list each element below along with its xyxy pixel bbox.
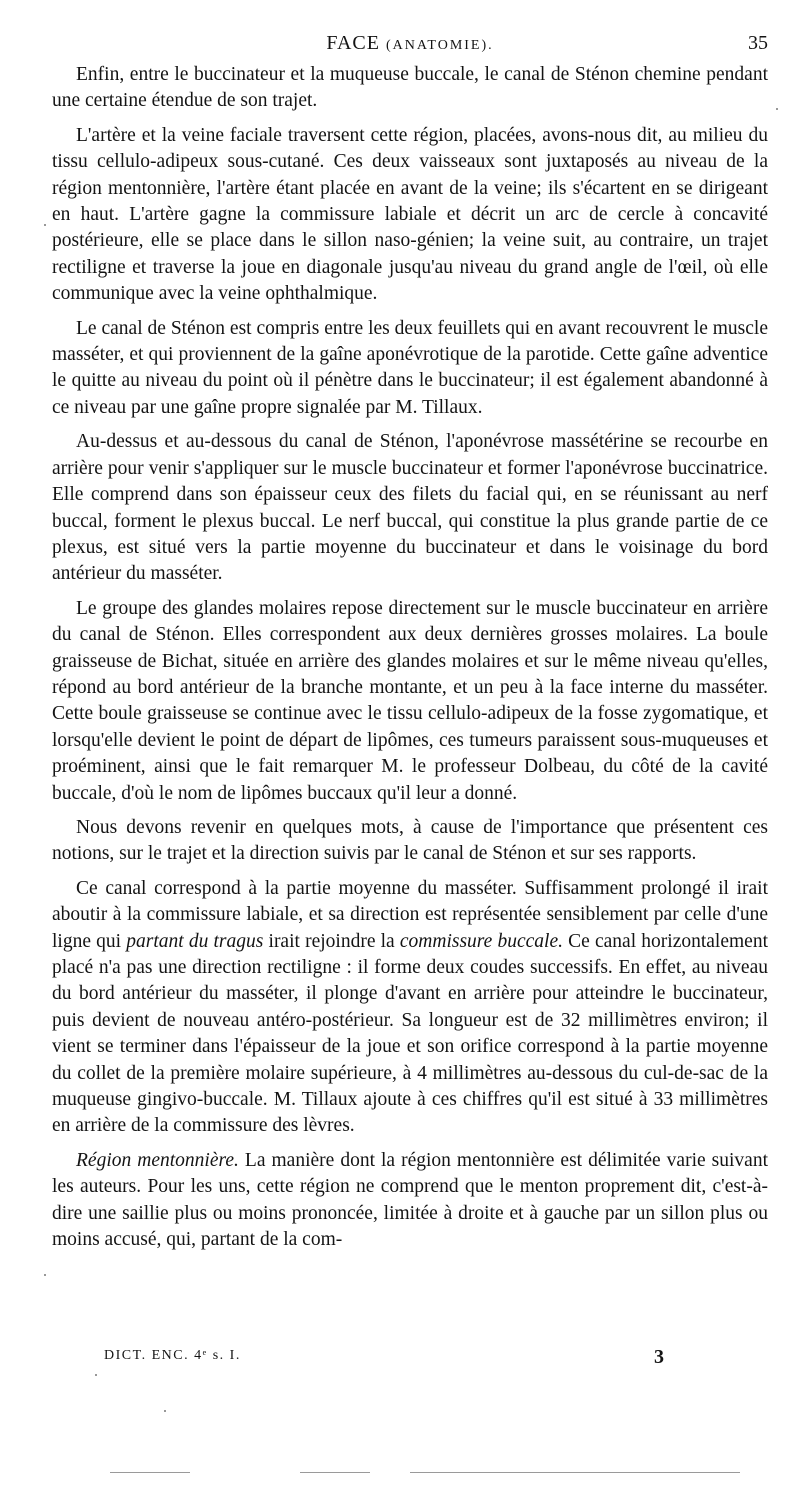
header-subtitle: (ANATOMIE). [385, 38, 494, 53]
scan-speck [95, 1374, 97, 1376]
scan-speck [164, 1410, 166, 1412]
text-run: Ce canal correspond à la partie moyenne du masséter. Suffisamment prolongé il irait aboutir à la commissure labiale, et sa direction est représentée sensiblement par celle d'une ligne qui [52, 877, 768, 952]
scan-mark [410, 1472, 740, 1473]
scan-mark [110, 1472, 190, 1473]
scan-mark [300, 1472, 370, 1473]
page-footer [104, 1348, 664, 1372]
running-title [52, 32, 768, 55]
scan-artifacts [0, 1462, 800, 1482]
text-run: Le groupe des glandes molaires repose directement sur le muscle buccinateur en arrière du canal de Sténon. Elles correspondent aux deux dernières grosses molaires. La boule graisseuse de Bichat, située en arrière des glandes molaires et sur le même niveau qu'elles, répond au bord antérieur de la branche montante, et un peu à la face interne du masséter. Cette boule graisseuse se continue avec le tissu cellulo-adipeux de la fosse zygomatique, et lorsqu'elle devient le point de départ de lipômes, ces tumeurs paraissent sous-muqueuses et proéminent, ainsi que le fait remarquer M. le professeur Dolbeau, du côté de la cavité buccale, d'où le nom de lipômes buccaux qu'il leur a donné. [52, 597, 768, 804]
paragraph [52, 123, 768, 308]
text-run: Ce canal horizontalement placé n'a pas une direction rectiligne : il forme deux coudes successifs. En effet, au niveau du bord antérieur du masséter, il plonge d'avant en arrière pour atteindre le buccinateur, puis devient de nouveau antéro-postérieur. Sa longueur est de 32 millimètres environ; il vient se terminer dans l'épaisseur de la joue et son orifice correspond à la partie moyenne du collet de la première molaire supérieure, à 4 millimètres au-dessous du cul-de-sac de la muqueuse gingivo-buccale. M. Tillaux ajoute à ces chiffres qu'il est situé à 33 millimètres en arrière de la commissure des lèvres. [52, 930, 768, 1137]
paragraph [52, 316, 768, 422]
text-run: Le canal de Sténon est compris entre les deux feuillets qui en avant recouvrent le muscle masséter, et qui proviennent de la gaîne aponévrotique de la parotide. Cette gaîne adventice le quitte au niveau du point où il pénètre dans le buccinateur; il est également abandonné à ce niveau par une gaîne propre signalée par M. Tillaux. [52, 317, 768, 418]
text-run: L'artère et la veine faciale traversent cette région, placées, avons-nous dit, au milieu du tissu cellulo-adipeux sous-cutané. Ces deux vaisseaux sont juxtaposés au niveau de la région mentonnière, l'artère étant placée en avant de la veine; ils s'écartent en se dirigeant en haut. L'artère gagne la commissure labiale et décrit un arc de cercle à concavité postérieure, elle se place dans le sillon naso-génien; la veine suit, au contraire, un trajet rectiligne et traverse la joue en diagonale jusqu'au niveau du grand angle de l'œil, où elle communique avec la veine ophthalmique. [52, 124, 768, 305]
italic-text: commissure buccale. [399, 930, 563, 952]
paragraph [52, 876, 768, 1140]
text-run: Au-dessus et au-dessous du canal de Sténon, l'aponévrose massétérine se recourbe en arrière pour venir s'appliquer sur le muscle buccinateur et former l'aponévrose buccinatrice. Elle comprend dans son épaisseur ceux des filets du facial qui, en se réunissant au nerf buccal, forment le plexus buccal. Le nerf buccal, qui constitue la plus grande partie de ce plexus, est situé vers la partie moyenne du buccinateur et dans le voisinage du bord antérieur du masséter. [52, 431, 768, 585]
paragraph [52, 62, 768, 115]
scan-speck [776, 108, 778, 110]
text-run: La manière dont la région mentonnière est délimitée varie suivant les auteurs. Pour les uns, cette région ne comprend que le menton proprement dit, c'est-à-dire une saillie plus ou moins prononcée, limitée à droite et à gauche par un sillon plus ou moins accusé, qui, partant de la com- [52, 1149, 768, 1251]
signature-number: 3 [654, 1346, 664, 1368]
page-number: 35 [748, 32, 768, 54]
header-title: FACE [326, 32, 380, 54]
printer-signature: DICT. ENC. 4ᵉ s. I. [104, 1348, 241, 1363]
italic-text: partant du tragus [126, 930, 264, 952]
running-header [52, 32, 768, 58]
text-run: irait rejoindre la [263, 930, 400, 952]
paragraph [52, 815, 768, 868]
italic-text: Région mentonnière. [76, 1149, 239, 1171]
scan-speck [44, 224, 46, 226]
scan-speck [44, 1274, 46, 1276]
text-run: Nous devons revenir en quelques mots, à cause de l'importance que présentent ces notions, sur le trajet et la direction suivis par le canal de Sténon et sur ses rapports. [52, 816, 768, 865]
paragraph [52, 596, 768, 807]
paragraph [52, 429, 768, 587]
body-text [52, 62, 768, 1253]
paragraph [52, 1148, 768, 1254]
text-run: Enfin, entre le buccinateur et la muqueuse buccale, le canal de Sténon chemine pendant une certaine étendue de son trajet. [52, 64, 768, 112]
